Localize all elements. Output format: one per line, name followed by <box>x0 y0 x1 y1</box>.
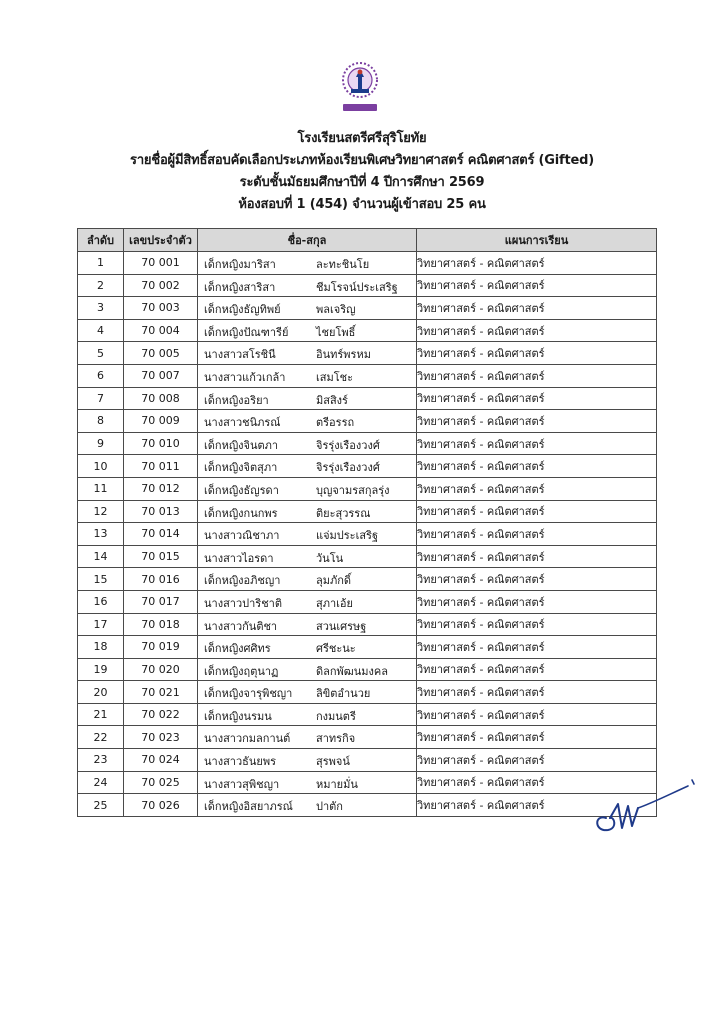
student-name <box>198 364 417 387</box>
student-name <box>198 636 417 659</box>
student-first-name: เด็กหญิงจารุพิชญา <box>204 687 293 701</box>
student-last-name: ละทะชินโย <box>316 258 370 271</box>
roster-body <box>78 252 657 817</box>
student-id: 70 019 <box>124 636 198 659</box>
student-first-name: นางสาวแก้วเกล้า <box>204 370 286 384</box>
student-first-name: เด็กหญิงจินตภา <box>204 438 279 452</box>
student-last-name: สาทรกิจ <box>316 732 356 746</box>
student-name <box>198 681 417 704</box>
student-id: 70 025 <box>124 771 198 794</box>
study-program: วิทยาศาสตร์ - คณิตศาสตร์ <box>417 342 657 365</box>
student-name <box>198 658 417 681</box>
study-program: วิทยาศาสตร์ - คณิตศาสตร์ <box>417 681 657 704</box>
row-number: 13 <box>78 523 124 546</box>
student-first-name: นางสาวณิชาภา <box>204 529 280 543</box>
row-number: 2 <box>78 274 124 297</box>
row-number: 7 <box>78 387 124 410</box>
student-last-name: มิสสิงร์ <box>316 393 348 407</box>
roster-table <box>77 228 657 817</box>
student-first-name: เด็กหญิงธัญรดา <box>204 483 279 497</box>
student-first-name: เด็กหญิงศศิทร <box>204 642 271 656</box>
table-row <box>78 794 657 817</box>
student-id: 70 014 <box>124 523 198 546</box>
school-logo-icon <box>340 60 380 118</box>
student-name <box>198 568 417 591</box>
study-program: วิทยาศาสตร์ - คณิตศาสตร์ <box>417 613 657 636</box>
student-last-name: บุญจามรสกุลรุ่ง <box>316 483 390 497</box>
row-number: 11 <box>78 477 124 500</box>
student-name <box>198 613 417 636</box>
student-first-name: นางสาวไอรดา <box>204 551 274 565</box>
student-first-name: เด็กหญิงนรมน <box>204 709 272 723</box>
table-row <box>78 771 657 794</box>
table-row <box>78 703 657 726</box>
student-id: 70 009 <box>124 410 198 433</box>
study-program: วิทยาศาสตร์ - คณิตศาสตร์ <box>417 297 657 320</box>
study-program: วิทยาศาสตร์ - คณิตศาสตร์ <box>417 703 657 726</box>
student-name <box>198 477 417 500</box>
student-first-name: เด็กหญิงอิสยาภรณ์ <box>204 800 293 814</box>
row-number: 9 <box>78 432 124 455</box>
table-row <box>78 568 657 591</box>
student-last-name: จิรรุ่งเรืองวงศ์ <box>316 461 380 475</box>
row-number: 8 <box>78 410 124 433</box>
row-number: 21 <box>78 703 124 726</box>
student-last-name: อินทร์พรหม <box>316 348 371 362</box>
student-last-name: เสมโชะ <box>316 370 354 384</box>
row-number: 19 <box>78 658 124 681</box>
student-first-name: นางสาวกมลกานต์ <box>204 732 291 746</box>
study-program: วิทยาศาสตร์ - คณิตศาสตร์ <box>417 387 657 410</box>
student-first-name: เด็กหญิงปัณฑารีย์ <box>204 325 289 339</box>
student-id: 70 010 <box>124 432 198 455</box>
table-row <box>78 681 657 704</box>
table-row <box>78 274 657 297</box>
student-first-name: เด็กหญิงฤตุนาฏ <box>204 664 279 678</box>
column-header-name: ชื่อ-สกุล <box>198 229 417 252</box>
student-last-name: ไชยโพธิ์ <box>316 325 356 339</box>
school-name: โรงเรียนสตรีศรีสุริโยทัย <box>297 131 427 146</box>
student-id: 70 004 <box>124 319 198 342</box>
student-name <box>198 274 417 297</box>
exam-room: ห้องสอบที่ 1 (454) จำนวนผู้เข้าสอบ 25 คน <box>238 197 486 212</box>
table-row <box>78 590 657 613</box>
row-number: 23 <box>78 749 124 772</box>
table-row <box>78 364 657 387</box>
study-program: วิทยาศาสตร์ - คณิตศาสตร์ <box>417 658 657 681</box>
student-first-name: เด็กหญิงอภิชญา <box>204 574 281 588</box>
student-first-name: นางสาวสโรชินี <box>204 348 276 362</box>
student-name <box>198 500 417 523</box>
student-id: 70 016 <box>124 568 198 591</box>
study-program: วิทยาศาสตร์ - คณิตศาสตร์ <box>417 500 657 523</box>
study-program: วิทยาศาสตร์ - คณิตศาสตร์ <box>417 726 657 749</box>
student-first-name: เด็กหญิงมาริสา <box>204 258 276 271</box>
student-first-name: นางสาวปาริชาติ <box>204 596 282 610</box>
student-id: 70 020 <box>124 658 198 681</box>
column-header-no: ลำดับ <box>78 229 124 252</box>
study-program: วิทยาศาสตร์ - คณิตศาสตร์ <box>417 432 657 455</box>
table-row <box>78 477 657 500</box>
study-program: วิทยาศาสตร์ - คณิตศาสตร์ <box>417 364 657 387</box>
row-number: 17 <box>78 613 124 636</box>
table-row <box>78 455 657 478</box>
table-row <box>78 726 657 749</box>
table-row <box>78 613 657 636</box>
student-last-name: พลเจริญ <box>316 303 356 317</box>
study-program: วิทยาศาสตร์ - คณิตศาสตร์ <box>417 568 657 591</box>
student-name <box>198 342 417 365</box>
student-last-name: ลุมภักดิ์ <box>316 574 352 588</box>
student-name <box>198 432 417 455</box>
student-last-name: แจ่มประเสริฐ <box>316 529 379 543</box>
row-number: 15 <box>78 568 124 591</box>
row-number: 1 <box>78 252 124 275</box>
row-number: 18 <box>78 636 124 659</box>
table-header-row <box>78 229 657 252</box>
student-id: 70 002 <box>124 274 198 297</box>
class-level: ระดับชั้นมัธยมศึกษาปีที่ 4 ปีการศึกษา 2569 <box>239 175 485 190</box>
student-last-name: จิรรุ่งเรืองวงศ์ <box>316 438 380 452</box>
student-first-name: เด็กหญิงอริยา <box>204 393 269 407</box>
study-program: วิทยาศาสตร์ - คณิตศาสตร์ <box>417 636 657 659</box>
study-program: วิทยาศาสตร์ - คณิตศาสตร์ <box>417 794 657 817</box>
student-name <box>198 771 417 794</box>
table-row <box>78 432 657 455</box>
student-id: 70 022 <box>124 703 198 726</box>
student-id: 70 015 <box>124 545 198 568</box>
student-last-name: ลิขิตอำนวย <box>316 687 371 701</box>
student-name <box>198 749 417 772</box>
row-number: 10 <box>78 455 124 478</box>
row-number: 5 <box>78 342 124 365</box>
student-id: 70 018 <box>124 613 198 636</box>
column-header-program: แผนการเรียน <box>417 229 657 252</box>
table-row <box>78 297 657 320</box>
student-name <box>198 703 417 726</box>
row-number: 20 <box>78 681 124 704</box>
study-program: วิทยาศาสตร์ - คณิตศาสตร์ <box>417 771 657 794</box>
student-name <box>198 387 417 410</box>
table-row <box>78 410 657 433</box>
student-name <box>198 794 417 817</box>
student-first-name: นางสาวสุพิชญา <box>204 777 280 791</box>
student-name <box>198 523 417 546</box>
study-program: วิทยาศาสตร์ - คณิตศาสตร์ <box>417 590 657 613</box>
student-id: 70 012 <box>124 477 198 500</box>
student-id: 70 003 <box>124 297 198 320</box>
row-number: 22 <box>78 726 124 749</box>
row-number: 12 <box>78 500 124 523</box>
study-program: วิทยาศาสตร์ - คณิตศาสตร์ <box>417 477 657 500</box>
student-id: 70 011 <box>124 455 198 478</box>
study-program: วิทยาศาสตร์ - คณิตศาสตร์ <box>417 410 657 433</box>
table-row <box>78 500 657 523</box>
table-row <box>78 658 657 681</box>
student-name <box>198 297 417 320</box>
student-name <box>198 455 417 478</box>
student-last-name: ตรีอรรถ <box>316 416 355 430</box>
student-id: 70 005 <box>124 342 198 365</box>
row-number: 24 <box>78 771 124 794</box>
table-row <box>78 387 657 410</box>
student-first-name: เด็กหญิงสาริสา <box>204 280 276 294</box>
student-id: 70 017 <box>124 590 198 613</box>
student-name <box>198 726 417 749</box>
row-number: 14 <box>78 545 124 568</box>
row-number: 3 <box>78 297 124 320</box>
student-first-name: นางสาวกันติชา <box>204 619 278 633</box>
row-number: 4 <box>78 319 124 342</box>
study-program: วิทยาศาสตร์ - คณิตศาสตร์ <box>417 274 657 297</box>
student-last-name: ติยะสุวรรณ <box>316 506 371 520</box>
student-last-name: สุรพจน์ <box>316 755 350 769</box>
study-program: วิทยาศาสตร์ - คณิตศาสตร์ <box>417 252 657 275</box>
student-first-name: นางสาวชนิภรณ์ <box>204 416 281 430</box>
student-id: 70 013 <box>124 500 198 523</box>
student-last-name: สุภาเอ้ย <box>316 596 353 610</box>
student-last-name: ปาตัก <box>316 800 343 814</box>
student-last-name: ดิลกพัฒนมงคล <box>316 664 388 678</box>
student-last-name: กงมนตรี <box>316 709 356 723</box>
student-name <box>198 410 417 433</box>
student-id: 70 026 <box>124 794 198 817</box>
table-row <box>78 636 657 659</box>
student-first-name: นางสาวธันยพร <box>204 755 276 769</box>
student-last-name: ศรีชะนะ <box>316 642 356 656</box>
student-id: 70 008 <box>124 387 198 410</box>
signature-icon <box>588 778 698 838</box>
student-name <box>198 545 417 568</box>
study-program: วิทยาศาสตร์ - คณิตศาสตร์ <box>417 545 657 568</box>
row-number: 6 <box>78 364 124 387</box>
student-id: 70 001 <box>124 252 198 275</box>
student-first-name: เด็กหญิงธัญทิพย์ <box>204 303 281 317</box>
study-program: วิทยาศาสตร์ - คณิตศาสตร์ <box>417 455 657 478</box>
table-row <box>78 749 657 772</box>
student-name <box>198 252 417 275</box>
row-number: 16 <box>78 590 124 613</box>
student-first-name: เด็กหญิงจิตสุภา <box>204 461 278 475</box>
student-id: 70 021 <box>124 681 198 704</box>
document-title: รายชื่อผู้มีสิทธิ์สอบคัดเลือกประเภทห้องเรียนพิเศษวิทยาศาสตร์ คณิตศาสตร์ (Gifted) <box>130 153 594 168</box>
student-last-name: หมายมั่น <box>316 777 358 791</box>
column-header-id: เลขประจำตัว <box>124 229 198 252</box>
document-header <box>0 128 724 216</box>
table-row <box>78 252 657 275</box>
row-number: 25 <box>78 794 124 817</box>
student-last-name: วันโน <box>316 551 344 565</box>
study-program: วิทยาศาสตร์ - คณิตศาสตร์ <box>417 319 657 342</box>
student-last-name: ชีมโรจน์ประเสริฐ <box>316 280 398 294</box>
student-last-name: สวนเศรษฐ <box>316 619 367 633</box>
student-id: 70 024 <box>124 749 198 772</box>
table-row <box>78 545 657 568</box>
table-row <box>78 342 657 365</box>
student-name <box>198 319 417 342</box>
table-row <box>78 523 657 546</box>
student-id: 70 023 <box>124 726 198 749</box>
table-row <box>78 319 657 342</box>
student-id: 70 007 <box>124 364 198 387</box>
study-program: วิทยาศาสตร์ - คณิตศาสตร์ <box>417 749 657 772</box>
student-first-name: เด็กหญิงกนกพร <box>204 506 278 520</box>
student-name <box>198 590 417 613</box>
study-program: วิทยาศาสตร์ - คณิตศาสตร์ <box>417 523 657 546</box>
